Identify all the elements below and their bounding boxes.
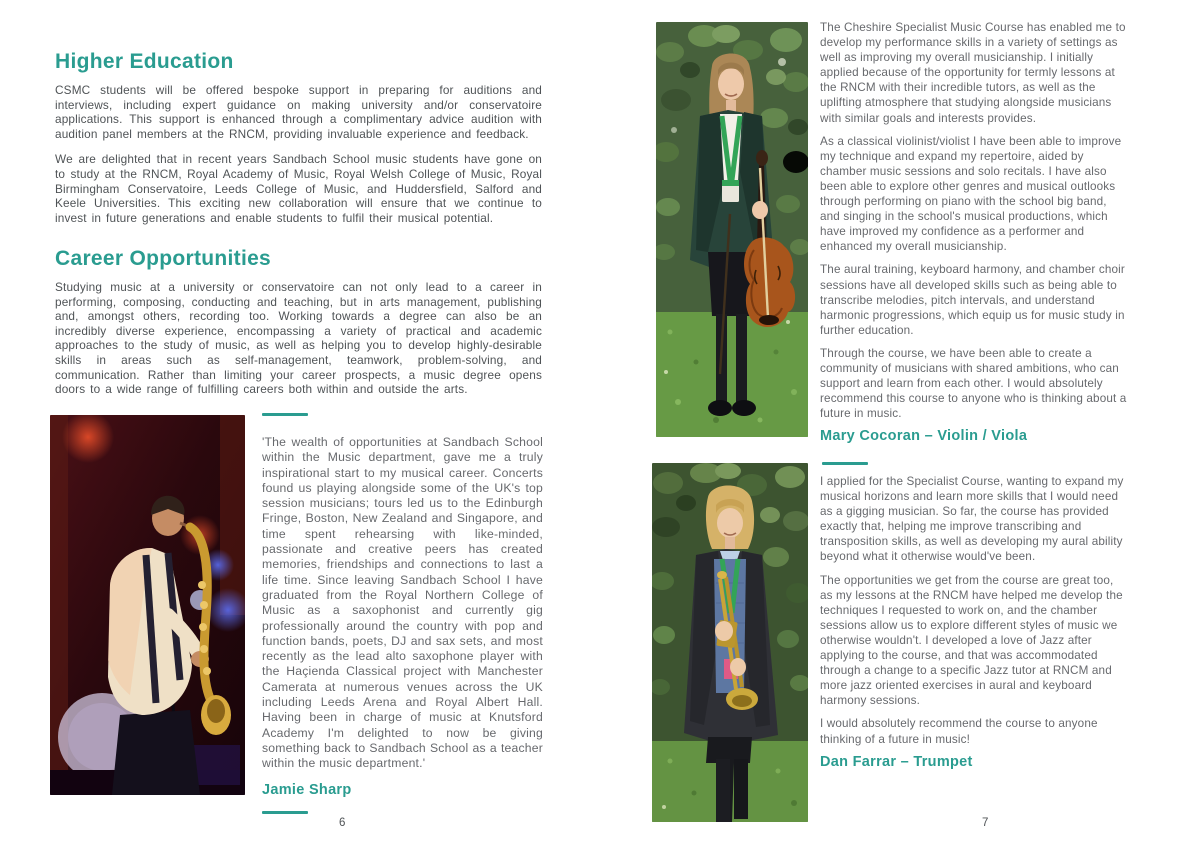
testimonial-mary	[820, 20, 1128, 444]
career-opportunities-paragraphs	[55, 280, 542, 408]
accent-rule	[262, 413, 308, 416]
paragraph: Studying music at a university or conservatoire can not only lead to a career in performing, composing, conducting and teaching, but in arts management, publishing and, amongst others, recording too. Working towards a degree can also be an incredibly diverse experience, encompassing a variety of practical and academic approaches to the study of music, as well as helping you to develop highly-desirable skills in areas such as self-management, teamwork, problem-solving, and communication. Rather than limiting your career prospects, a music degree opens doors to a wide range of fulfilling careers both within and outside the arts.	[55, 280, 542, 397]
testimonial-author: Jamie Sharp	[262, 781, 352, 798]
testimonial-dan	[820, 474, 1128, 770]
testimonial-jamie	[262, 413, 543, 814]
paragraph: The opportunities we get from the course are great too, as my lessons at the RNCM have helped me develop the techniques I requested to work on, and the chamber sessions allow us to explore different styles of music we otherwise wouldn't. I developed a love of Jazz after applying to the course, and that was accommodated through a change to a specific Jazz tutor at RNCM and more jazz oriented exercises in aural and keyboard harmony sessions.	[820, 573, 1123, 708]
page-number-left: 6	[339, 817, 346, 829]
testimonial-author: Mary Cocoran – Violin / Viola	[820, 428, 1028, 445]
higher-education-heading: Higher Education	[55, 50, 234, 73]
paragraph: CSMC students will be offered bespoke support in preparing for auditions and interviews, including expert guidance on making university and/or conservatoire applications. This support is enhanced through a complimentary advice audition with audition panel members at the RNCM, providing invaluable experience and feedback.	[55, 83, 542, 141]
paragraph: I would absolutely recommend the course to anyone thinking of a future in music!	[820, 717, 1098, 746]
violinist-photo	[656, 22, 808, 437]
saxophonist-photo-illustration	[50, 415, 245, 795]
testimonial-quote: 'The wealth of opportunities at Sandbach School within the Music department, gave me a truly inspirational start to my musical career. Concerts found us playing alongside some of the UK's top session musicians; tours led us to the Edinburgh Fringe, Boston, New Zealand and Singapore, and time spent rehearsing with like-minded, passionate and creative peers has created memories, friendships and connections to last a life time. Since leaving Sandbach School I have graduated from the Royal Northern College of Music as a saxophonist and currently gig professionally around the country with pop and function bands, poets, DJ and sax sets, and most recently as the lead alto saxophone player with the Haçienda Classical project with Manchester Camerata at numerous venues across the UK including Leeds Arena and Royal Albert Hall. Having been in charge of music at Knutsford Academy I'm delighted to now be giving something back to Sandbach School as a teacher within the music department.'	[262, 435, 543, 771]
testimonial-author: Dan Farrar – Trumpet	[820, 753, 973, 770]
paragraph: The aural training, keyboard harmony, and chamber choir sessions have all developed skills such as being able to transcribe melodies, pitch intervals, and understand harmonic progressions, which equip us for music study in further education.	[820, 263, 1125, 337]
paragraph: As a classical violinist/violist I have been able to improve my technique and expand my repertoire, aided by chamber music sessions and solo recitals. I have also been able to explore other genres and musical outlooks through performing on piano with the school big band, and singing in the school's musical productions, which have improved my confidence as a performer and enhanced my overall musicianship.	[820, 134, 1122, 254]
saxophonist-photo	[50, 415, 245, 795]
paragraph: I applied for the Specialist Course, wanting to expand my musical horizons and learn more skills that I would need as a gigging musician. So far, the course has provided exactly that, helping me improve transcribing and transposition skills, as well as developing my aural ability beyond what it otherwise would've been.	[820, 475, 1124, 564]
page-number-right: 7	[982, 817, 989, 829]
accent-rule	[822, 462, 868, 465]
paragraph: The Cheshire Specialist Music Course has enabled me to develop my performance skills in a variety of settings as well as improving my overall musicianship. I initially applied because of the opportunity for termly lessons at the RNCM with their incredible tutors, as well as the uplifting atmosphere that studying alongside musicians with similar goals and interests provides.	[820, 21, 1126, 125]
accent-rule	[262, 811, 308, 814]
career-opportunities-heading: Career Opportunities	[55, 247, 272, 270]
trumpeter-photo-illustration	[652, 463, 808, 822]
page-right	[600, 0, 1200, 848]
paragraph: We are delighted that in recent years Sandbach School music students have gone on to study at the RNCM, Royal Academy of Music, Royal Welsh College of Music, Royal Birmingham Conservatoire, Leeds College of Music, and Huddersfield, Salford and Keele Universities. This exciting new collaboration will ensure that we continue to invest in future generations and enable students to fulfil their musical potential.	[55, 152, 542, 225]
violinist-photo-illustration	[656, 22, 808, 437]
paragraph: Through the course, we have been able to create a community of musicians with shared ambitions, who can support and learn from each other. I would absolutely recommend this course to anyone who is thinking about a future in music.	[820, 346, 1127, 421]
higher-education-paragraphs	[55, 83, 542, 236]
trumpeter-photo	[652, 463, 808, 822]
